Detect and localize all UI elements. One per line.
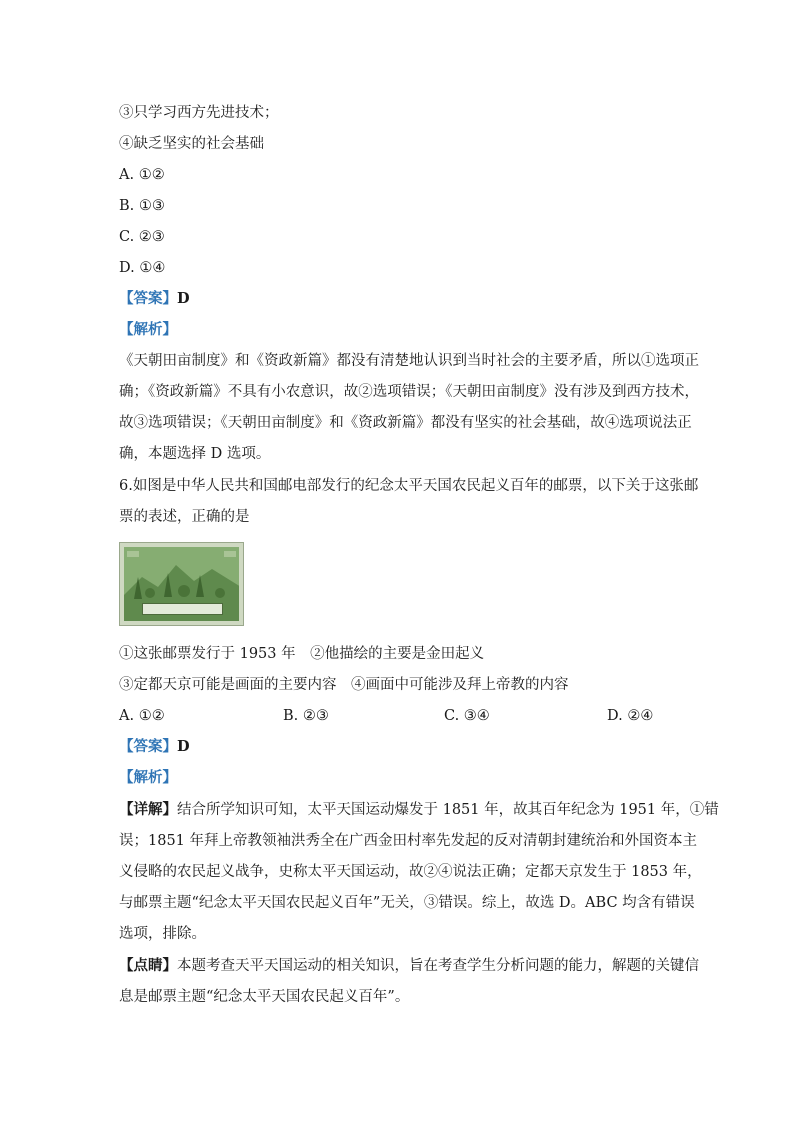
- q6-option-a: A. ①②: [119, 708, 165, 724]
- prev-option-d: D. ①④: [119, 260, 166, 276]
- q6-answer: [119, 737, 190, 757]
- detail-line: 与邮票主题“纪念太平天国农民起义百年”无关，③错误。综上，故选 D。ABC 均含有错误: [119, 895, 695, 911]
- detail-line: 误；1851 年拜上帝教领袖洪秀全在广西金田村率先发起的反对清朝封建统治和外国资本主: [119, 833, 698, 849]
- prev-analysis-line: 确，本题选择 D 选项。: [119, 446, 271, 462]
- answer-tag: 【答案】: [119, 290, 177, 307]
- prev-analysis-tag: 【解析】: [119, 321, 177, 338]
- statement-line-2: ③定都天京可能是画面的主要内容 ④画面中可能涉及拜上帝教的内容: [119, 677, 569, 693]
- q6-analysis-tag: 【解析】: [119, 769, 177, 786]
- stamp-caption-band: [142, 603, 223, 615]
- prev-option-c: C. ②③: [119, 229, 165, 245]
- detail-line: 选项，排除。: [119, 926, 206, 942]
- prev-option-a: A. ①②: [119, 167, 165, 183]
- q6-option-c: C. ③④: [444, 708, 490, 724]
- prev-item-4: ④缺乏坚实的社会基础: [119, 136, 264, 152]
- detail-line: 义侵略的农民起义战争，史称太平天国运动，故②④说法正确；定都天京发生于 1853 年，: [119, 864, 702, 880]
- comment-line: 【点睛】本题考查天平天国运动的相关知识，旨在考查学生分析问题的能力，解题的关键信: [119, 957, 699, 974]
- comment-tag: 【点睛】: [119, 957, 177, 974]
- q6-option-d: D. ②④: [607, 708, 654, 724]
- stamp-picture: [124, 547, 239, 621]
- prev-item-3: ③只学习西方先进技术；: [119, 105, 279, 121]
- prev-option-b: B. ①③: [119, 198, 165, 214]
- answer-value: D: [177, 290, 190, 307]
- q6-option-b: B. ②③: [283, 708, 329, 724]
- statement-line-1: ①这张邮票发行于 1953 年 ②他描绘的主要是金田起义: [119, 646, 485, 662]
- detail-tag: 【详解】: [119, 801, 177, 818]
- detail-line: 【详解】结合所学知识可知，太平天国运动爆发于 1851 年，故其百年纪念为 1951 年，①错: [119, 801, 719, 818]
- answer-tag: 【答案】: [119, 738, 177, 755]
- question-6-stem-cont: 票的表述，正确的是: [119, 509, 250, 525]
- question-6-stem: 6.如图是中华人民共和国邮电部发行的纪念太平天国农民起义百年的邮票，以下关于这张邮: [119, 478, 699, 494]
- prev-answer: [119, 289, 190, 309]
- prev-analysis-line: 《天朝田亩制度》和《资政新篇》都没有清楚地认识到当时社会的主要矛盾，所以①选项正: [119, 353, 699, 369]
- comment-line: 息是邮票主题“纪念太平天国农民起义百年”。: [119, 989, 410, 1005]
- prev-analysis-line: 确；《资政新篇》不具有小农意识，故②选项错误；《天朝田亩制度》没有涉及到西方技术，: [119, 384, 699, 400]
- stamp-image: [119, 542, 244, 626]
- answer-value: D: [177, 738, 190, 755]
- prev-analysis-line: 故③选项错误；《天朝田亩制度》和《资政新篇》都没有坚实的社会基础，故④选项说法正: [119, 415, 692, 431]
